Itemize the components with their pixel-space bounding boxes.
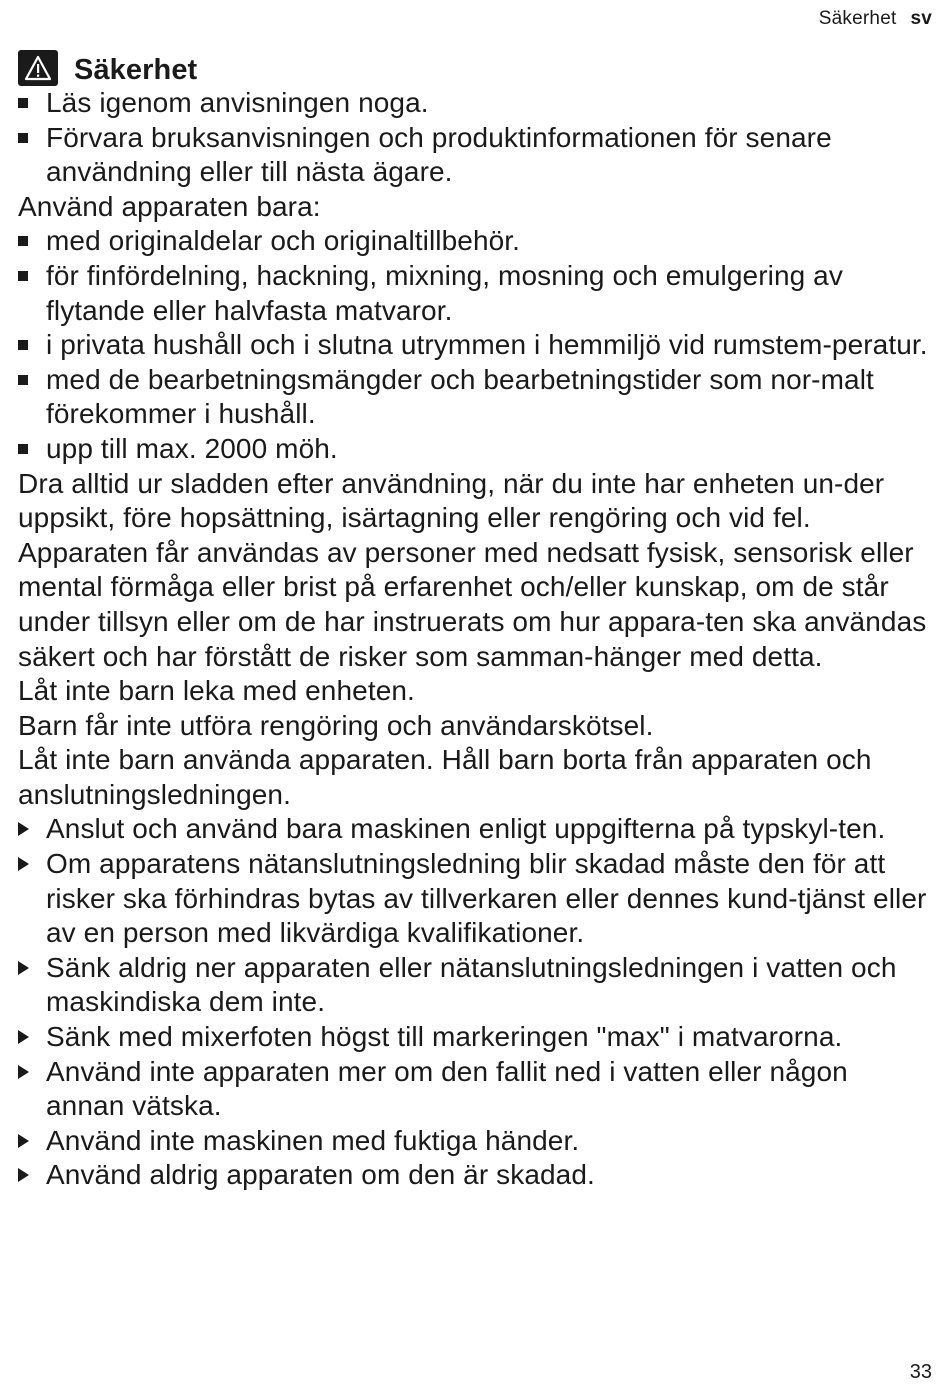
list-item-text: för finfördelning, hackning, mixning, mosning och emulgering av flytande eller halvfasta matvaror.: [46, 259, 843, 326]
list-item: [18, 259, 933, 328]
square-bullet-icon: [18, 98, 28, 108]
instruction-text: Använd inte apparaten mer om den fallit ned i vatten eller någon annan vätska.: [46, 1055, 848, 1122]
arrow-bullet-icon: [18, 822, 29, 836]
arrow-bullet-icon: [18, 1134, 29, 1148]
list-item-text: upp till max. 2000 möh.: [46, 432, 338, 464]
list-item-text: Förvara bruksanvisningen och produktinformationen för senare användning eller till nästa ägare.: [46, 121, 832, 188]
instruction-item: [18, 847, 933, 951]
paragraph: Apparaten får användas av personer med nedsatt fysisk, sensorisk eller mental förmåga eller brist på erfarenhet och/eller kunskap, om de står under tillsyn eller om de har instruerats om hur appara-ten ska användas säkert och har förstått de risker som samman-hänger med detta.: [18, 536, 927, 672]
list-item-text: med originaldelar och originaltillbehör.: [46, 225, 521, 257]
instruction-text: Anslut och använd bara maskinen enligt uppgifterna på typskyl-ten.: [46, 813, 886, 845]
list-item: [18, 86, 933, 121]
warning-triangle-icon: [18, 50, 58, 86]
square-bullet-icon: [18, 340, 28, 350]
section-title: Säkerhet: [74, 53, 198, 86]
running-header: [819, 8, 932, 30]
list-item-text: med de bearbetningsmängder och bearbetningstider som nor-malt förekommer i hushåll.: [46, 363, 874, 430]
square-bullet-icon: [18, 375, 28, 385]
list-item: [18, 328, 933, 363]
instruction-text: Sänk med mixerfoten högst till markeringen "max" i matvarorna.: [46, 1021, 843, 1053]
square-bullet-icon: [18, 271, 28, 281]
instruction-item: [18, 1158, 933, 1193]
instruction-item: [18, 1124, 933, 1159]
safety-section: [18, 48, 933, 1193]
running-header-section: Säkerhet: [818, 8, 897, 29]
list-item: [18, 121, 933, 190]
instruction-text: Sänk aldrig ner apparaten eller nätanslutningsledningen i vatten och maskindiska dem inte.: [46, 951, 897, 1018]
paragraph: Barn får inte utföra rengöring och användarskötsel.: [18, 709, 654, 741]
paragraph: Använd apparaten bara:: [18, 190, 321, 222]
paragraph: Låt inte barn använda apparaten. Håll barn borta från apparaten och anslutningsledningen.: [18, 744, 872, 810]
page-number: 33: [909, 1361, 932, 1383]
instruction-item: [18, 1020, 933, 1055]
list-item-text: i privata hushåll och i slutna utrymmen i hemmiljö vid rumstem-peratur.: [46, 329, 928, 361]
square-bullet-icon: [18, 133, 28, 143]
list-item: [18, 432, 933, 467]
instruction-item: [18, 951, 933, 1020]
paragraph: Låt inte barn leka med enheten.: [18, 675, 415, 707]
square-bullet-icon: [18, 444, 28, 454]
arrow-bullet-icon: [18, 857, 29, 871]
instruction-text: Använd aldrig apparaten om den är skadad.: [46, 1159, 595, 1191]
square-bullet-icon: [18, 236, 28, 246]
list-item: [18, 363, 933, 432]
instruction-text: Om apparatens nätanslutningsledning blir skadad måste den för att risker ska förhindras bytas av tillverkaren eller dennes kund-tjänst eller av en person med likvärdiga kvalifikationer.: [46, 848, 927, 949]
arrow-bullet-icon: [18, 1065, 29, 1079]
paragraph: Dra alltid ur sladden efter användning, när du inte har enheten un-der uppsikt, före hopsättning, isärtagning eller rengöring och vid fel.: [18, 467, 885, 534]
list-item: [18, 224, 933, 259]
running-header-language: sv: [910, 8, 932, 29]
list-item-text: Läs igenom anvisningen noga.: [46, 87, 429, 118]
instruction-item: [18, 812, 933, 847]
instruction-text: Använd inte maskinen med fuktiga händer.: [46, 1124, 580, 1156]
arrow-bullet-icon: [18, 1168, 29, 1182]
arrow-bullet-icon: [18, 961, 29, 975]
instruction-item: [18, 1055, 933, 1124]
arrow-bullet-icon: [18, 1030, 29, 1044]
